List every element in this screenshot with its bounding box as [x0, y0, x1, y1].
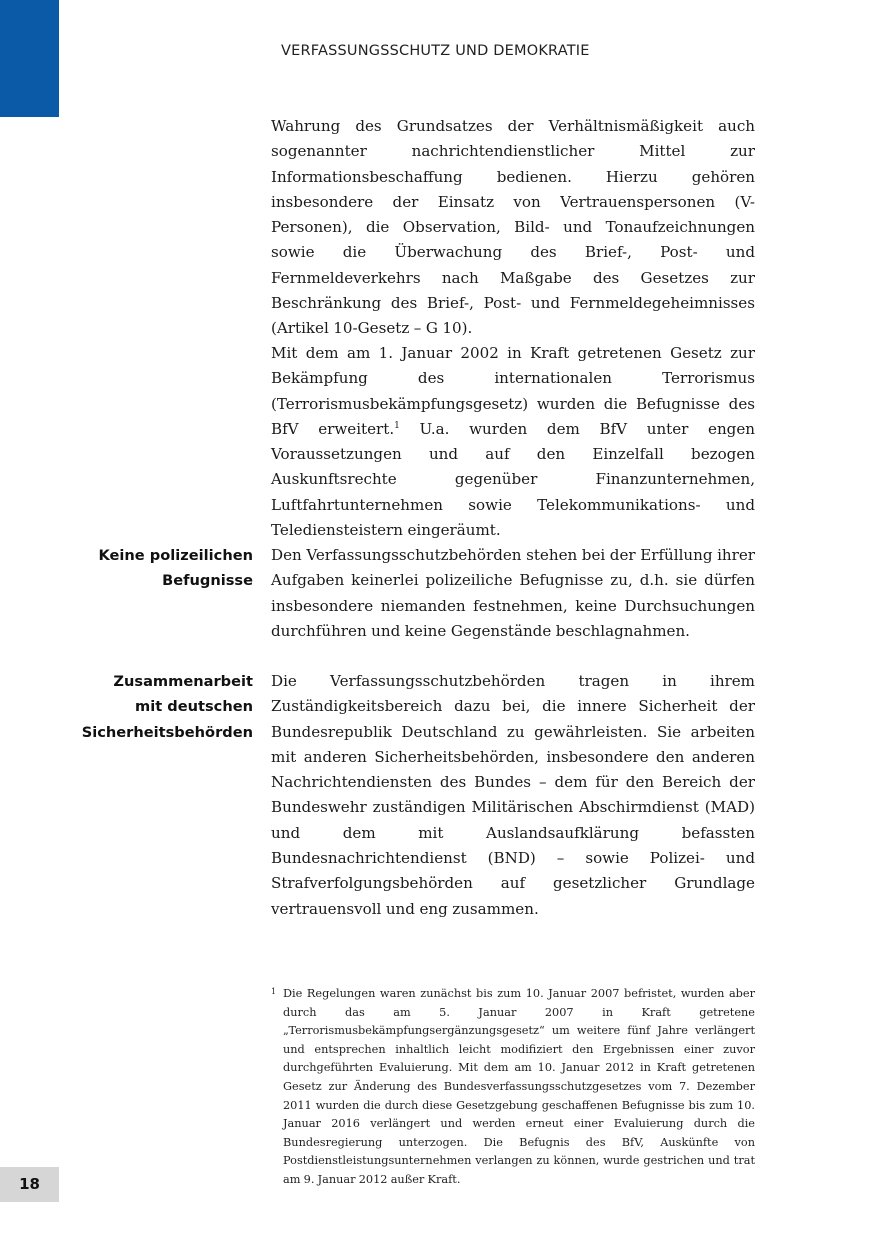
- side-heading-cooperation: [53, 669, 253, 745]
- paragraph-text-part: U.a. wurden dem BfV unter engen Voraussetzungen und auf den Einzelfall bezogen Auskunftsrechte gegenüber Finanzunternehmen, Luftfahrtunternehmen sowie Telekommunikations- und Telediensteistern eingeräumt.: [271, 419, 755, 540]
- paragraph-text: Wahrung des Grundsatzes der Verhältnismäßigkeit auch sogenannter nachrichtendienstlicher Mittel zur Informationsbeschaffung bedienen. Hierzu gehören insbesondere der Einsatz von Vertrauenspersonen (V-Personen), die Observation, Bild- und Tonaufzeichnungen sowie die Überwachung des Brief-, Post- und Fernmeldeverkehrs nach Maßgabe des Gesetzes zur Beschränkung des Brief-, Post- und Fernmeldegeheimnisses (Artikel 10-Gesetz – G 10).: [271, 117, 755, 338]
- running-header: VERFASSUNGSSCHUTZ UND DEMOKRATIE: [281, 43, 590, 59]
- side-heading-line: Keine polizeilichen: [98, 547, 253, 564]
- page-number: 18: [0, 1167, 59, 1202]
- paragraph-text: [271, 341, 755, 543]
- paragraph-terrorism-act: [271, 341, 755, 543]
- paragraph-text-part: Mit dem am 1. Januar 2002 in Kraft getretenen Gesetz zur Bekämpfung des internationalen Terrorismus (Terrorismusbekämpfungsgesetz) wurden die Befugnisse des BfV erweitert.: [271, 344, 755, 438]
- footnote: [271, 985, 755, 1190]
- side-heading-line: Zusammenarbeit: [113, 673, 253, 690]
- paragraph-text: Die Verfassungsschutzbehörden tragen in ihrem Zuständigkeitsbereich dazu bei, die innere Sicherheit der Bundesrepublik Deutschland zu gewährleisten. Sie arbeiten mit anderen Sicherheitsbehörden, insbesondere den anderen Nachrichtendiensten des Bundes – dem für den Bereich der Bundeswehr zuständigen Militärischen Abschirmdienst (MAD) und dem mit Auslandsaufklärung befassten Bundesnachrichtendienst (BND) – sowie Polizei- und Strafverfolgungsbehörden auf gesetzlicher Grundlage vertrauensvoll und eng zusammen.: [271, 672, 755, 918]
- chapter-color-tab: [0, 0, 59, 117]
- paragraph-text: Den Verfassungsschutzbehörden stehen bei der Erfüllung ihrer Aufgaben keinerlei polizeiliche Befugnisse zu, d.h. sie dürfen insbesondere niemanden festnehmen, keine Durchsuchungen durchführen und keine Gegenstände beschlagnahmen.: [271, 546, 755, 640]
- paragraph-cooperation: [271, 669, 755, 922]
- paragraph-no-police-powers: [271, 543, 755, 644]
- footnote-text: Die Regelungen waren zunächst bis zum 10. Januar 2007 befristet, wurden aber durch das am 5. Januar 2007 in Kraft getretene „Terrorismusbekämpfungsergänzungsgesetz“ um weitere fünf Jahre verlängert und entsprechen inhaltlich leicht modifiziert den Ergebnissen einer zuvor durchgeführten Evaluierung. Mit dem am 10. Januar 2012 in Kraft getretenen Gesetz zur Änderung des Bundesverfassungsschutzgesetzes vom 7. Dezember 2011 wurden die durch diese Gesetzgebung geschaffenen Befugnisse bis zum 10. Januar 2016 verlängert und werden erneut einer Evaluierung durch die Bundesregierung unterzogen. Die Befugnis des BfV, Auskünfte von Postdienstleistungsunternehmen verlangen zu können, wurde gestrichen und trat am 9. Januar 2012 außer Kraft.: [283, 987, 755, 1186]
- paragraph-means: [271, 114, 755, 342]
- footnote-reference[interactable]: 1: [394, 420, 400, 431]
- side-heading-line: mit deutschen: [135, 698, 253, 716]
- side-heading-no-police-powers: [53, 543, 253, 594]
- footnote-marker: 1: [271, 987, 277, 996]
- side-heading-line: Sicherheitsbehörden: [81, 723, 253, 741]
- side-heading-line: Befugnisse: [162, 572, 253, 590]
